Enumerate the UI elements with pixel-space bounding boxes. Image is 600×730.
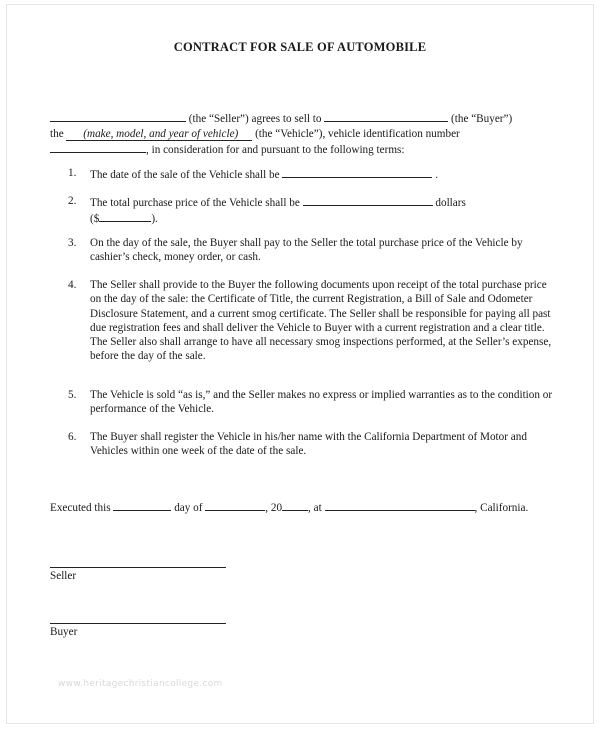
- execution-line: Executed this day of , 20 , at , California.: [50, 499, 528, 514]
- price-words-blank[interactable]: [303, 194, 433, 206]
- watermark-text: www.heritagechristiancollege.com: [58, 679, 223, 689]
- document-title: CONTRACT FOR SALE OF AUTOMOBILE: [173, 40, 427, 54]
- buyer-name-blank[interactable]: [324, 110, 448, 122]
- buyer-signature-line[interactable]: [50, 623, 226, 624]
- buyer-label: Buyer: [50, 626, 78, 638]
- execution-month-blank[interactable]: [205, 499, 265, 511]
- intro-paragraph: [50, 110, 560, 158]
- intro-line-1: (the “Seller”) agrees to sell to (the “Buyer”): [50, 110, 560, 127]
- price-number-blank[interactable]: [99, 210, 151, 222]
- seller-name-blank[interactable]: [50, 110, 186, 122]
- intro-line-2: the (make, model, and year of vehicle) (the “Vehicle”), vehicle identification number: [50, 127, 460, 140]
- vehicle-description-blank[interactable]: (make, model, and year of vehicle): [66, 127, 253, 140]
- execution-day-blank[interactable]: [113, 499, 171, 511]
- seller-signature-line[interactable]: [50, 567, 226, 568]
- seller-label: Seller: [50, 570, 77, 582]
- sale-date-blank[interactable]: [282, 166, 432, 178]
- intro-line-3: , in consideration for and pursuant to the following terms:: [50, 141, 560, 158]
- execution-year-blank[interactable]: [282, 499, 308, 511]
- execution-place-blank[interactable]: [325, 499, 475, 511]
- vin-blank[interactable]: [50, 141, 146, 153]
